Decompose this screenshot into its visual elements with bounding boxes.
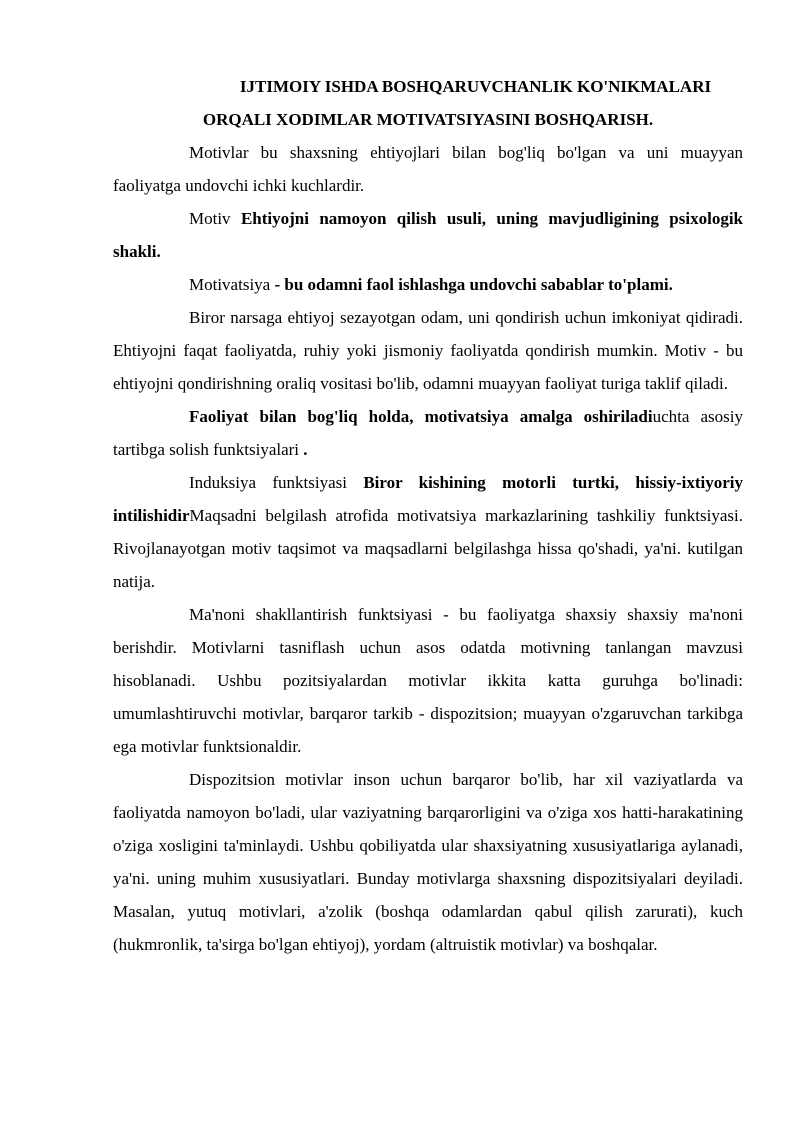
paragraph-motiv-term: Motiv	[189, 209, 241, 228]
paragraph-induksiya-term: Induksiya funktsiyasi	[189, 473, 364, 492]
paragraph-induksiya-rest: Maqsadni belgilash atrofida motivatsiya markazlarining tashkiliy funktsiyasi. Rivojlanayotgan motiv taqsimot va maqsadlarni belgilashga hissa qo'shadi, ya'ni. kutilgan natija.	[113, 506, 743, 591]
paragraph-motivlar-definition: Motivlar bu shaxsning ehtiyojlari bilan bog'liq bo'lgan va uni muayyan faoliyatga undovchi ichki kuchlardir.	[113, 143, 743, 195]
paragraph-induksiya	[113, 466, 743, 598]
paragraph-motiv-definition	[113, 202, 743, 268]
paragraph-manoni-shakllantirish: Ma'noni shakllantirish funktsiyasi - bu faoliyatga shaxsiy shaxsiy ma'noni berishdir. Motivlarni tasniflash uchun asos odatda motivning tanlangan mavzusi hisoblanadi. Ushbu pozitsiyalardan motivlar ikkita katta guruhga bo'linadi: umumlashtiruvchi motivlar, barqaror tarkib - dispozitsion; muayyan o'zgaruvchan tarkibga ega motivlar funktsionaldir.	[113, 605, 743, 756]
paragraph-motivatsiya-definition	[113, 268, 743, 301]
paragraph-ehtiyoj: Biror narsaga ehtiyoj sezayotgan odam, uni qondirish uchun imkoniyat qidiradi. Ehtiyojni faqat faoliyatda, ruhiy yoki jismoniy faoliyatda qondirish mumkin. Motiv - bu ehtiyojni qondirishning oraliq vositasi bo'lib, odamni muayyan faoliyat turiga taklif qiladi.	[113, 308, 743, 393]
paragraph-motivatsiya-bold: - bu odamni faol ishlashga undovchi sabablar to'plami.	[274, 275, 673, 294]
paragraph-faoliyat-funktsiyalari	[113, 400, 743, 466]
document-title-line-2: ORQALI XODIMLAR MOTIVATSIYASINI BOSHQARISH.	[202, 110, 654, 129]
document-page	[113, 70, 743, 961]
paragraph-faoliyat-bold: Faoliyat bilan bog'liq holda, motivatsiya amalga oshiriladi	[189, 407, 653, 426]
paragraph-faoliyat-end: .	[303, 440, 308, 459]
paragraph-dispozitsion-motivlar: Dispozitsion motivlar inson uchun barqaror bo'lib, har xil vaziyatlarda va faoliyatda namoyon bo'ladi, ular vaziyatning barqarorligini va o'ziga xos hatti-harakatining o'ziga xosligini ta'minlaydi. Ushbu qobiliyatda ular shaxsiyatning xususiyatlariga aylanadi, ya'ni. uning muhim xususiyatlari. Bunday motivlarga shaxsning dispozitsiyalari deyiladi. Masalan, yutuq motivlari, a'zolik (boshqa odamlardan qabul qilish zarurati), kuch (hukmronlik, ta'sirga bo'lgan ehtiyoj), yordam (altruistik motivlar) va boshqalar.	[113, 770, 743, 954]
paragraph-faoliyat-plain: uchta asosiy tartibga solish funktsiyalari	[113, 407, 743, 459]
document-title-line-1: IJTIMOIY ISHDA BOSHQARUVCHANLIK KO'NIKMALARI	[239, 77, 712, 96]
paragraph-motiv-bold: Ehtiyojni namoyon qilish usuli, uning mavjudligining psixologik shakli.	[113, 209, 743, 261]
paragraph-motivatsiya-term: Motivatsiya	[189, 275, 275, 294]
paragraph-induksiya-bold: Biror kishining motorli turtki, hissiy-ixtiyoriy intilishidir	[113, 473, 743, 525]
